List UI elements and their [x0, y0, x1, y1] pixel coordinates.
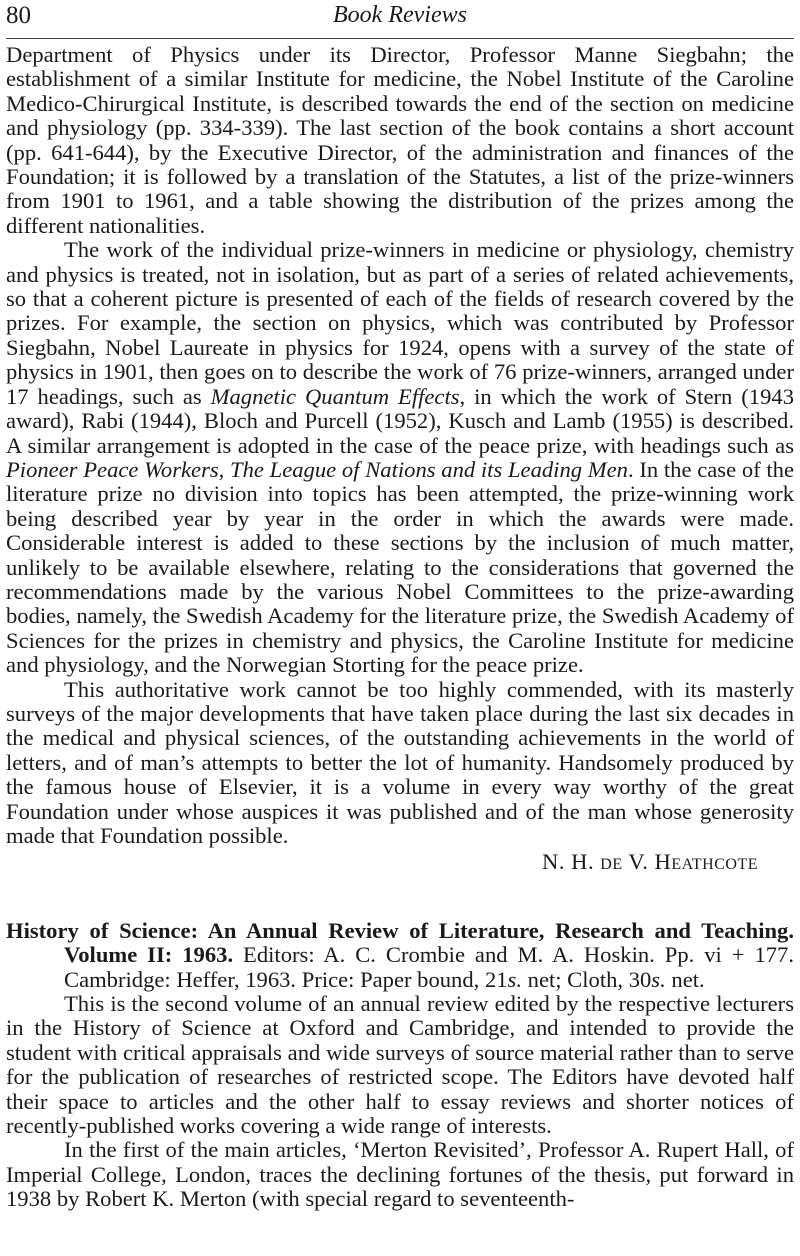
paragraph [6, 238, 794, 677]
book-citation-heading [6, 919, 794, 992]
text-run: . In the case of the literature prize no division into topics has been attempted, the prize-winning work being described year by year in the order in which the awards were made. Considerable interest is added to these sections by the inclusion of much matter, unlikely to be available elsewhere, relating to the considerations that governed the recommendations made by the various Nobel Committees to the prize-awarding bodies, namely, the Swedish Academy for the literature prize, the Swedish Academy of Sciences for the prizes in chemistry and physics, the Caroline Institute for medicine and physiology, and the Norwegian Storting for the peace prize. [6, 456, 794, 678]
review-nobel-foundation [6, 43, 794, 875]
running-title: Book Reviews [333, 2, 467, 28]
text-run: Editors: A. C. Crombie and M. A. Hoskin. Pp. vi + 177. Cambridge: Heffer, 1963. Price: Paper bound, 21 [64, 942, 794, 992]
review-history-of-science [6, 919, 794, 1212]
italic-text: Pioneer Peace Workers, The League of Nations and its Leading Men [6, 456, 628, 482]
book-title: History of Science: An Annual Review of Literature, Research and Teaching. Volume II: 1963. [6, 917, 794, 968]
page-number: 80 [6, 2, 31, 29]
italic-text: s. [651, 966, 666, 992]
text-run: In the first of the main articles, ‘Merton Revisited’, Professor A. Rupert Hall, of Imperial College, London, traces the declining fortunes of the thesis, put forward in 1938 by Robert K. Merton (with special regard to seventeenth- [6, 1137, 794, 1212]
text-run: The work of the individual prize-winners in medicine or physiology, chemistry and physics is treated, not in isolation, but as part of a series of related achievements, so that a coherent picture is presented of each of the fields of research covered by the prizes. For example, the section on physics, which was contributed by Professor Siegbahn, Nobel Laureate in physics for 1924, opens with a survey of the state of physics in 1901, then goes on to describe the work of 76 prize-winners, arranged under 17 headings, such as [6, 237, 794, 409]
text-run: Department of Physics under its Director, Professor Manne Siegbahn; the establishment of a similar Institute for medicine, the Nobel Institute of the Caroline Medico-Chirurgical Institute, is described towards the end of the section on medicine and physiology (pp. 334-339). The last section of the book contains a short account (pp. 641-644), by the Executive Director, of the administration and finances of the Foundation; it is followed by a translation of the Statutes, a list of the prize-winners from 1901 to 1961, and a table showing the distribution of the prizes among the different nationalities. [6, 42, 794, 238]
paragraph [6, 1138, 794, 1211]
paragraph [6, 992, 794, 1138]
paragraph [6, 678, 794, 849]
italic-text: s. [507, 966, 522, 992]
text-run: net. [665, 966, 705, 992]
text-run: This authoritative work cannot be too highly commended, with its masterly surveys of the major developments that have taken place during the last six decades in the medical and physical sciences, of the outstanding achievements in the world of letters, and of man’s attempts to better the lot of humanity. Handsomely produced by the famous house of Elsevier, it is a volume in every way worthy of the great Foundation under whose auspices it was published and of the man whose generosity made that Foundation possible. [6, 676, 794, 848]
text-run: , in which the work of Stern (1943 award), Rabi (1944), Bloch and Purcell (1952), Kusch and Lamb (1955) is described. A similar arrangement is adopted in the case of the peace prize, with headings such as [6, 383, 794, 458]
text-run: net; Cloth, 30 [522, 966, 652, 992]
text-run: This is the second volume of an annual review edited by the respective lecturers in the History of Science at Oxford and Cambridge, and intended to provide the student with critical appraisals and wide surveys of source material rather than to serve for the publication of researches of restricted scope. The Editors have devoted half their space to articles and the other half to essay reviews and shorter notices of recently-published works covering a wide range of interests. [6, 991, 794, 1139]
running-head [6, 0, 794, 39]
reviewer-signature: N. H. de V. Heathcote [542, 849, 758, 875]
italic-text: Magnetic Quantum Effects [210, 383, 460, 409]
paragraph [6, 43, 794, 238]
